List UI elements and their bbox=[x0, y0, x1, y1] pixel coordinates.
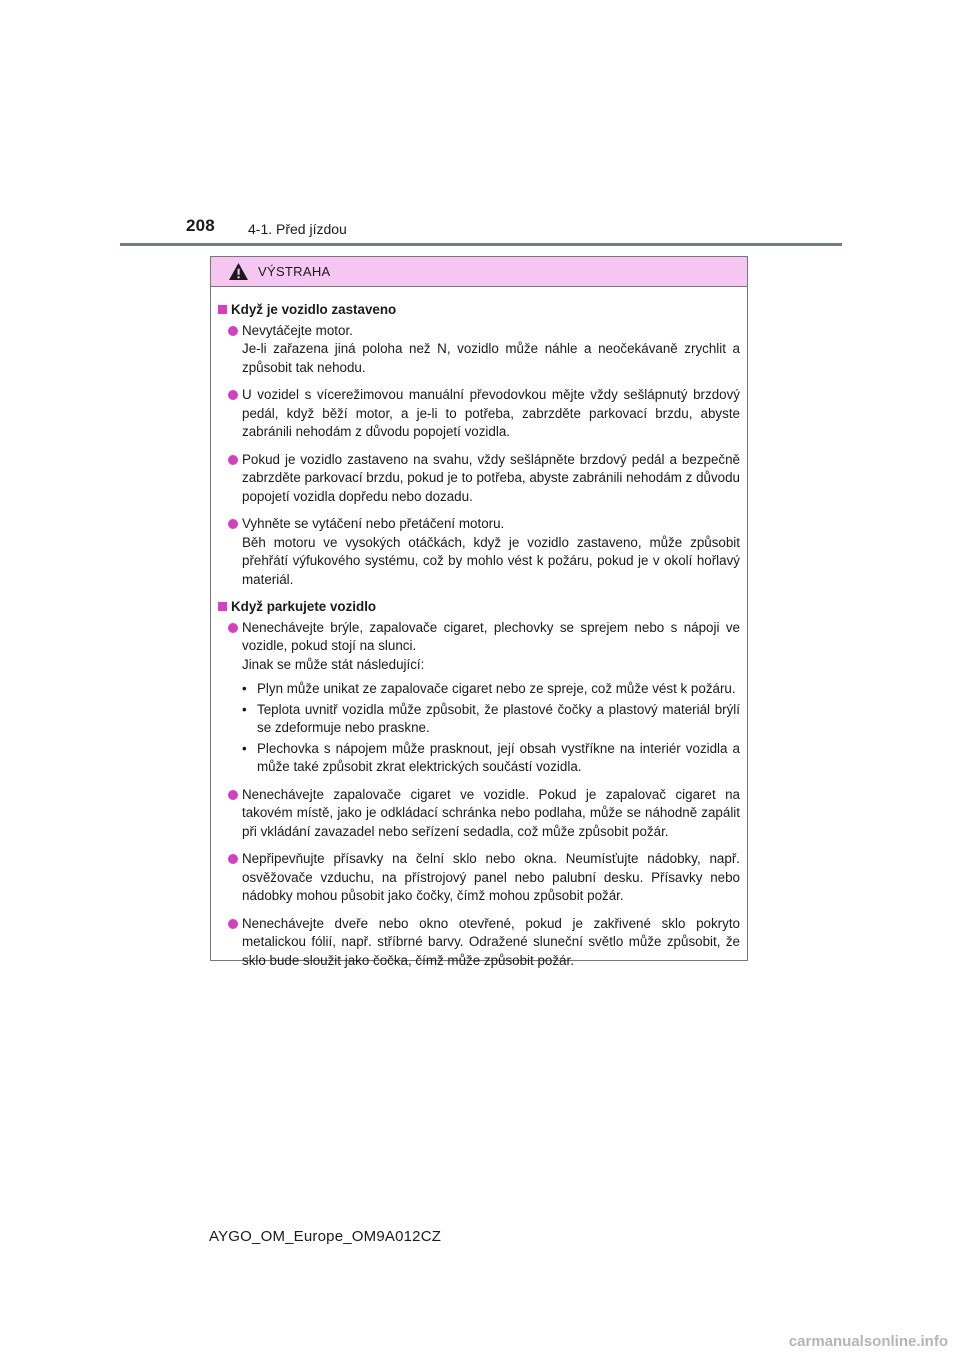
item-text: Je-li zařazena jiná poloha než N, vozidlo může náhle a neočekávaně zrychlit a způsobit tak nehodu. bbox=[242, 341, 740, 375]
sub-list-item bbox=[242, 680, 740, 699]
round-bullet-icon bbox=[228, 790, 238, 800]
section-heading-stopped bbox=[218, 301, 740, 320]
round-bullet-icon bbox=[228, 919, 238, 929]
sub-item-text: Teplota uvnitř vozidla může způsobit, že plastové čočky a plastový materiál brýlí se zdeformuje nebo praskne. bbox=[257, 701, 740, 735]
warning-triangle-icon bbox=[228, 262, 249, 281]
warning-title: VÝSTRAHA bbox=[258, 264, 331, 279]
item-text: U vozidel s vícerežimovou manuální převodovkou mějte vždy sešlápnutý brzdový pedál, když běží motor, a je-li to potřeba, zabrzděte parkovací brzdu, abyste zabránili nehodám z důvodu popojetí vozidla. bbox=[242, 387, 740, 439]
square-bullet-icon bbox=[218, 602, 227, 611]
round-bullet-icon bbox=[228, 623, 238, 633]
item-text: Nenechávejte dveře nebo okno otevřené, pokud je zakřivené sklo pokryto metalickou fólií, např. stříbrné barvy. Odražené sluneční světlo může způsobit, že sklo bude sloužit jako čočka, čímž může způsobit požár. bbox=[242, 915, 740, 968]
item-text: Nevytáčejte motor. bbox=[242, 322, 353, 338]
round-bullet-icon bbox=[228, 519, 238, 529]
page-number: 208 bbox=[186, 216, 215, 235]
round-bullet-icon bbox=[228, 854, 238, 864]
item-text: Pokud je vozidlo zastaveno na svahu, vždy sešlápněte brzdový pedál a bezpečně zabrzděte parkovací brzdu, pokud je to potřeba, abyste zabránili nehodám z důvodu popojetí vozidla dopředu nebo dozadu. bbox=[242, 451, 740, 504]
list-item bbox=[218, 451, 740, 507]
item-text: Nenechávejte brýle, zapalovače cigaret, plechovky se sprejem nebo s nápoji ve vozidle, pokud stojí na slunci. bbox=[242, 619, 740, 653]
section-title: 4-1. Před jízdou bbox=[248, 221, 347, 237]
list-item bbox=[218, 386, 740, 442]
sub-list-item bbox=[242, 740, 740, 777]
list-item bbox=[218, 915, 740, 971]
item-text: Nepřipevňujte přísavky na čelní sklo nebo okna. Neumísťujte nádobky, např. osvěžovače vzduchu, na přístrojový panel nebo palubní desku. Přísavky nebo nádobky mohou působit jako čočky, čímž mohou způsobit požár. bbox=[242, 851, 740, 903]
item-text: Běh motoru ve vysokých otáčkách, když je vozidlo zastaveno, může způsobit přehřátí výfukového systému, což by mohlo vést k požáru, pokud je v okolí hořlavý materiál. bbox=[242, 534, 740, 587]
warning-content bbox=[211, 287, 747, 970]
round-bullet-icon bbox=[228, 455, 238, 465]
section-heading-text: Když parkujete vozidlo bbox=[231, 599, 377, 614]
section-heading-parking bbox=[218, 598, 740, 617]
list-item bbox=[218, 322, 740, 378]
list-item bbox=[218, 850, 740, 906]
document-code: AYGO_OM_Europe_OM9A012CZ bbox=[209, 1228, 442, 1245]
list-item bbox=[218, 515, 740, 589]
warning-header bbox=[211, 257, 747, 287]
list-item bbox=[218, 786, 740, 842]
bullet-icon: • bbox=[242, 681, 247, 696]
bullet-icon: • bbox=[242, 701, 247, 717]
round-bullet-icon bbox=[228, 390, 238, 400]
section-heading-text: Když je vozidlo zastaveno bbox=[231, 302, 397, 317]
sub-item-text: Plechovka s nápojem může prasknout, její obsah vystříkne na interiér vozidla a může také způsobit zkrat elektrických součástí vozidla. bbox=[257, 740, 740, 774]
square-bullet-icon bbox=[218, 305, 227, 314]
item-text: Nenechávejte zapalovače cigaret ve vozidle. Pokud je zapalovač cigaret na takovém místě, jako je odkládací schránka nebo podlaha, může se náhodně zapálit při vkládání zavazadel nebo seřízení sedadla, což může způsobit požár. bbox=[242, 786, 740, 839]
header-rule bbox=[120, 243, 842, 246]
warning-box bbox=[210, 256, 748, 968]
item-text: Vyhněte se vytáčení nebo přetáčení motoru. bbox=[242, 516, 505, 531]
sub-list bbox=[242, 680, 740, 777]
list-item bbox=[218, 619, 740, 777]
round-bullet-icon bbox=[228, 326, 238, 336]
bullet-icon: • bbox=[242, 740, 247, 756]
watermark: carmanualsonline.info bbox=[788, 1333, 948, 1350]
item-text: Jinak se může stát následující: bbox=[242, 656, 425, 672]
sub-list-item bbox=[242, 701, 740, 738]
sub-item-text: Plyn může unikat ze zapalovače cigaret nebo ze spreje, což může vést k požáru. bbox=[257, 681, 736, 696]
